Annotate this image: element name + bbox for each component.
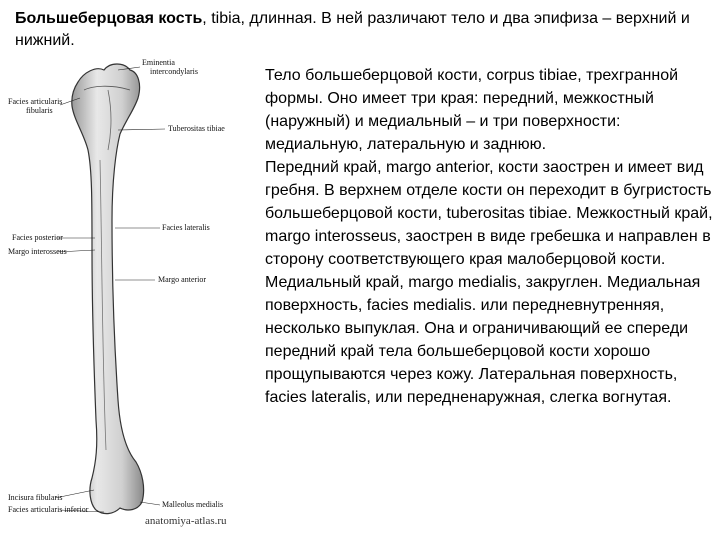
label-tuberositas: Tuberositas tibiae	[168, 124, 225, 133]
body-text	[265, 64, 715, 409]
label-margo-anterior: Margo anterior	[158, 275, 207, 284]
label-facies-lateralis: Facies lateralis	[162, 223, 210, 232]
tibia-illustration	[0, 50, 260, 540]
tibia-shape	[72, 64, 144, 514]
label-intercondylaris: intercondylaris	[150, 67, 198, 76]
watermark: anatomiya-atlas.ru	[145, 515, 227, 527]
paragraph-2: Передний край, margo anterior, кости заострен и имеет вид гребня. В верхнем отделе кости он переходит в бугристость большеберцовой кости, tuberositas tibiae. Межкостный край, margo interosseus, заострен в виде гребешка и направлен в сторону соответствующего края малоберцовой кости. Медиальный край, margo medialis, закруглен. Медиальная поверхность, facies medialis. или передневнутренняя, несколько выпуклая. Она и ограничивающий ее спереди передний край тела большеберцовой кости хорошо прощупываются через кожу. Латеральная поверхность, facies lateralis, или передненаружная, слегка вогнутая.	[265, 159, 713, 406]
intro-text	[15, 8, 705, 52]
paragraph-1: Тело большеберцовой кости, corpus tibiae, трехгранной формы. Оно имеет три края: передний, межкостный (наружный) и медиальный – и три поверхности: медиальную, латеральную и заднюю.	[265, 67, 679, 153]
label-facies-posterior: Facies posterior	[12, 233, 63, 242]
label-facies-articularis-inferior: Facies articularis inferior	[8, 505, 89, 514]
label-margo-interosseus: Margo interosseus	[8, 247, 67, 256]
label-facies-articularis-fib-2: fibularis	[26, 106, 53, 115]
label-incisura-fibularis: Incisura fibularis	[8, 493, 63, 502]
label-eminentia: Eminentia	[142, 58, 175, 67]
intro-rest: , tibia, длинная. В ней различают тело и два эпифиза – верхний и нижний.	[15, 10, 690, 49]
label-facies-articularis-fib-1: Facies articularis	[8, 97, 63, 106]
intro-title: Большеберцовая кость	[15, 10, 203, 27]
label-malleolus-medialis: Malleolus medialis	[162, 500, 224, 509]
